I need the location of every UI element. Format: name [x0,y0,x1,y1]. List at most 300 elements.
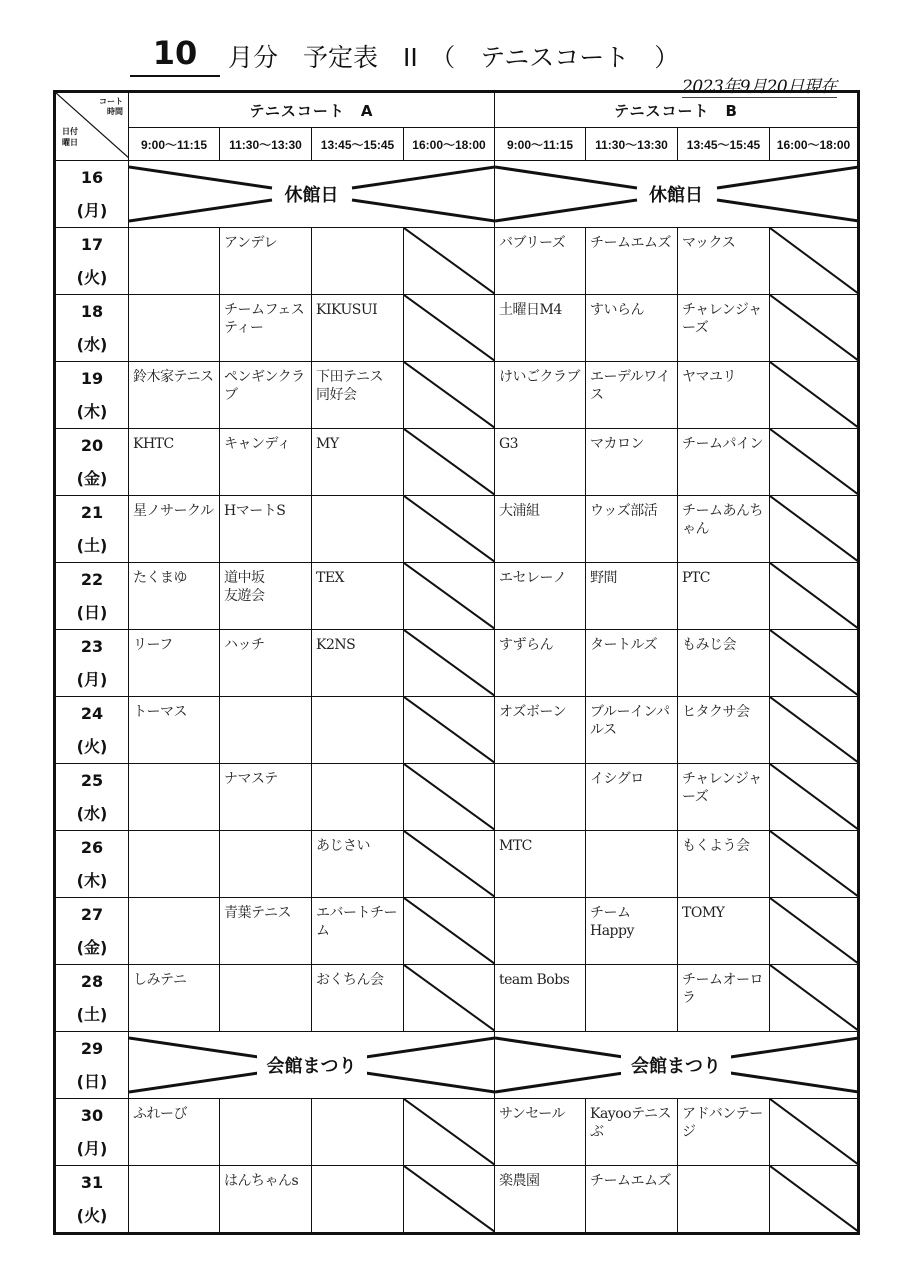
booking-cell [495,1099,586,1166]
booking-cell [220,965,312,1032]
booking-name: G3 [499,436,519,452]
booking-cell [586,496,678,563]
corner-header-cell [55,92,129,161]
schedule-table [53,90,860,1235]
day-cell [55,295,129,362]
booking-cell [312,831,404,898]
booking-name: チームエムズ [590,235,671,251]
slot-unavailable-slash [770,898,859,964]
booking-name: バブリーズ [499,235,566,251]
day-number: 30 [80,1106,104,1125]
slot-unavailable-slash [404,228,495,294]
booking-name: チームHappy [590,905,634,939]
booking-cell [220,429,312,496]
booking-cell [312,228,404,295]
unavailable-slot-cell [404,697,495,764]
booking-name: チームフェスティー [224,302,305,336]
booking-cell [678,295,770,362]
unavailable-slot-cell [404,563,495,630]
day-cell [55,1032,129,1099]
booking-name: HマートS [224,503,286,519]
unavailable-slot-cell [770,429,859,496]
weekday-label: (水) [76,335,108,354]
booking-cell [129,563,220,630]
day-cell [55,563,129,630]
booking-name: ペンギンクラブ [224,369,305,403]
booking-name: たくまゆ [133,570,187,586]
time-slot-header: 13:45～15:45 [678,128,770,161]
booking-cell [495,965,586,1032]
booking-name: team Bobs [499,972,570,988]
day-cell [55,496,129,563]
unavailable-slot-cell [404,429,495,496]
booking-cell [678,831,770,898]
booking-cell [586,1166,678,1234]
booking-name: リーフ [133,637,173,653]
booking-cell [312,965,404,1032]
booking-name: エーデルワイス [590,369,670,403]
weekday-label: (水) [76,804,108,823]
booking-name: ハッチ [224,637,265,653]
booking-name: チームエムズ [590,1173,671,1189]
booking-name: 鈴木家テニス [133,369,214,385]
unavailable-slot-cell [770,1099,859,1166]
booking-name [312,1099,403,1105]
time-slot-header: 9:00～11:15 [495,128,586,161]
day-row [55,496,859,563]
booking-cell [495,831,586,898]
booking-cell [678,429,770,496]
booking-name: チームオーロラ [682,972,763,1006]
day-cell [55,161,129,228]
closed-banner-cell [495,1032,859,1099]
booking-name: 星ノサークル [133,503,214,519]
slot-unavailable-slash [770,630,859,696]
unavailable-slot-cell [404,831,495,898]
booking-cell [312,1099,404,1166]
day-number: 29 [80,1039,104,1058]
weekday-label: (木) [76,402,108,421]
slot-unavailable-slash [770,764,859,830]
booking-name: PTC [682,570,710,586]
slot-unavailable-slash [404,1166,495,1232]
booking-cell [586,965,678,1032]
booking-cell [495,1166,586,1234]
day-row [55,1032,859,1099]
booking-name: けいごクラブ [499,369,580,385]
booking-cell [586,630,678,697]
booking-cell [495,429,586,496]
booking-name [220,965,311,971]
booking-name: 道中坂 友遊会 [224,570,265,604]
unavailable-slot-cell [404,764,495,831]
booking-name: イシグロ [590,771,644,787]
month-number: 10 [152,34,198,72]
weekday-label: (火) [76,1206,108,1225]
unavailable-slot-cell [770,764,859,831]
day-row [55,362,859,429]
booking-name: マックス [682,235,736,251]
day-row [55,563,859,630]
day-cell [55,429,129,496]
unavailable-slot-cell [404,1166,495,1234]
court-b-header: テニスコート B [495,92,859,128]
unavailable-slot-cell [770,362,859,429]
booking-cell [495,697,586,764]
booking-name: 楽農園 [499,1173,540,1189]
booking-cell [129,429,220,496]
day-cell [55,228,129,295]
booking-name: TEX [316,570,345,586]
booking-cell [312,429,404,496]
corner-label-date: 日付 [62,127,78,136]
booking-cell [220,362,312,429]
closed-banner-cell [129,161,495,228]
booking-name: チャレンジャーズ [682,302,762,336]
unavailable-slot-cell [404,362,495,429]
booking-cell [586,764,678,831]
booking-cell [129,764,220,831]
booking-cell [586,831,678,898]
slot-unavailable-slash [770,429,859,495]
booking-cell [678,764,770,831]
time-slot-header: 11:30～13:30 [586,128,678,161]
day-number: 23 [80,637,104,656]
unavailable-slot-cell [770,697,859,764]
unavailable-slot-cell [770,563,859,630]
booking-name: キャンディ [224,436,291,452]
slot-unavailable-slash [770,228,859,294]
booking-cell [586,429,678,496]
slot-unavailable-slash [404,362,495,428]
day-row [55,630,859,697]
booking-cell [129,295,220,362]
unavailable-slot-cell [404,898,495,965]
unavailable-slot-cell [770,295,859,362]
booking-name: アドバンテージ [682,1106,763,1140]
time-slot-header: 11:30～13:30 [220,128,312,161]
day-number: 25 [80,771,104,790]
unavailable-slot-cell [770,831,859,898]
booking-cell [312,496,404,563]
unavailable-slot-cell [404,496,495,563]
booking-cell [678,898,770,965]
day-row [55,764,859,831]
slot-unavailable-slash [404,697,495,763]
day-cell [55,697,129,764]
booking-name: ふれーび [133,1106,187,1122]
weekday-label: (土) [76,536,108,555]
unavailable-slot-cell [770,630,859,697]
booking-cell [220,563,312,630]
booking-name: ナマステ [224,771,278,787]
booking-cell [586,1099,678,1166]
banner-label: 休館日 [639,179,713,209]
day-row [55,1099,859,1166]
booking-cell [495,630,586,697]
booking-cell [312,1166,404,1234]
slot-unavailable-slash [770,295,859,361]
court-a-header: テニスコート A [129,92,495,128]
weekday-label: (日) [76,1072,108,1091]
booking-cell [495,496,586,563]
booking-cell [312,295,404,362]
booking-name [586,965,677,971]
weekday-label: (土) [76,1005,108,1024]
month-underline [130,75,220,77]
day-number: 21 [80,503,104,522]
booking-cell [220,496,312,563]
banner-label: 会館まつり [621,1050,731,1080]
booking-name: ブルーインパルス [590,704,670,738]
day-row [55,831,859,898]
booking-cell [220,764,312,831]
booking-cell [586,228,678,295]
booking-name [129,1166,219,1172]
unavailable-slot-cell [404,295,495,362]
booking-cell [495,563,586,630]
booking-name: 土曜日M4 [499,302,562,318]
slot-unavailable-slash [770,362,859,428]
booking-cell [220,228,312,295]
booking-cell [129,1099,220,1166]
booking-cell [312,630,404,697]
booking-cell [312,563,404,630]
booking-cell [129,228,220,295]
booking-name [129,295,219,301]
slot-unavailable-slash [770,563,859,629]
day-cell [55,831,129,898]
booking-cell [129,965,220,1032]
slot-unavailable-slash [404,563,495,629]
booking-name: もくよう会 [682,838,750,854]
weekday-label: (月) [76,201,108,220]
day-number: 31 [80,1173,104,1192]
unavailable-slot-cell [770,496,859,563]
unavailable-slot-cell [404,965,495,1032]
weekday-label: (金) [76,938,108,957]
unavailable-slot-cell [770,1166,859,1234]
booking-name [129,228,219,234]
booking-cell [220,898,312,965]
unavailable-slot-cell [404,1099,495,1166]
booking-name: トーマス [133,704,187,720]
day-number: 16 [80,168,104,187]
booking-cell [678,228,770,295]
day-number: 28 [80,972,104,991]
as-of-date: 2023年9月20日現在 [682,72,837,98]
corner-label-weekday: 曜日 [62,138,78,147]
unavailable-slot-cell [404,630,495,697]
day-cell [55,630,129,697]
slot-unavailable-slash [770,1099,859,1165]
booking-name: ウッズ部活 [590,503,658,519]
booking-name: おくちん会 [316,972,384,988]
booking-name: K2NS [316,637,356,653]
booking-name: もみじ会 [682,637,736,653]
booking-cell [586,362,678,429]
day-number: 22 [80,570,104,589]
booking-cell [129,898,220,965]
booking-cell [495,362,586,429]
day-number: 20 [80,436,104,455]
booking-name [678,1166,769,1172]
slot-unavailable-slash [404,764,495,830]
day-row [55,429,859,496]
booking-name: すいらん [590,302,644,318]
day-number: 17 [80,235,104,254]
booking-cell [312,764,404,831]
slot-unavailable-slash [770,697,859,763]
slot-unavailable-slash [770,965,859,1031]
booking-name: MTC [499,838,532,854]
slot-unavailable-slash [404,1099,495,1165]
time-slot-header: 16:00～18:00 [404,128,495,161]
booking-name: KIKUSUI [316,302,378,318]
booking-name: あじさい [316,838,370,854]
booking-name [220,831,311,837]
slot-unavailable-slash [404,831,495,897]
closed-banner-cell [495,161,859,228]
day-number: 24 [80,704,104,723]
day-row [55,1166,859,1234]
booking-cell [220,697,312,764]
booking-name: Kayooテニスぶ [590,1106,672,1140]
day-row [55,898,859,965]
weekday-label: (火) [76,737,108,756]
booking-name [220,697,311,703]
booking-cell [220,1166,312,1234]
booking-name [586,831,677,837]
booking-name [312,697,403,703]
booking-cell [586,697,678,764]
weekday-label: (日) [76,603,108,622]
booking-cell [495,295,586,362]
booking-name [312,764,403,770]
booking-name: チームパイン [682,436,763,452]
day-row [55,295,859,362]
booking-cell [678,496,770,563]
booking-name: ヒタクサ会 [682,704,750,720]
booking-name [129,831,219,837]
booking-cell [495,764,586,831]
day-row [55,161,859,228]
slot-unavailable-slash [404,898,495,964]
corner-label-court: コート [99,97,123,106]
booking-cell [678,1166,770,1234]
booking-cell [220,295,312,362]
closed-banner-cell [129,1032,495,1099]
booking-name [495,764,585,770]
booking-cell [129,496,220,563]
day-cell [55,362,129,429]
booking-cell [678,965,770,1032]
unavailable-slot-cell [770,898,859,965]
booking-name: 青葉テニス [224,905,291,921]
unavailable-slot-cell [770,228,859,295]
day-cell [55,898,129,965]
slot-unavailable-slash [770,496,859,562]
booking-name [220,1099,311,1105]
booking-name: 下田テニス 同好会 [316,369,383,403]
booking-name: エセレーノ [499,570,567,586]
booking-name [312,496,403,502]
booking-name: アンデレ [224,235,278,251]
booking-name: タートルズ [590,637,658,653]
time-slot-header: 13:45～15:45 [312,128,404,161]
day-cell [55,965,129,1032]
day-number: 27 [80,905,104,924]
booking-cell [312,697,404,764]
unavailable-slot-cell [404,228,495,295]
booking-cell [129,697,220,764]
slot-unavailable-slash [404,965,495,1031]
booking-cell [312,362,404,429]
booking-cell [678,362,770,429]
page-header [0,30,905,97]
unavailable-slot-cell [770,965,859,1032]
booking-cell [220,630,312,697]
banner-label: 休館日 [275,179,349,209]
booking-name: エバートチーム [316,905,397,939]
booking-name: チームあんちゃん [682,503,763,537]
booking-cell [678,697,770,764]
slot-unavailable-slash [404,496,495,562]
weekday-label: (金) [76,469,108,488]
booking-name: 野間 [590,570,617,586]
booking-name [129,764,219,770]
time-slot-header: 16:00～18:00 [770,128,859,161]
time-slot-header: 9:00～11:15 [129,128,220,161]
booking-cell [129,1166,220,1234]
booking-name [129,898,219,904]
page-title: 月分 予定表 II （ テニスコート ） [228,43,680,72]
booking-name: オズボーン [499,704,567,720]
booking-name: ヤマユリ [682,369,736,385]
booking-cell [586,295,678,362]
weekday-label: (月) [76,1139,108,1158]
booking-cell [129,831,220,898]
booking-cell [220,831,312,898]
booking-name [312,1166,403,1172]
day-row [55,965,859,1032]
banner-label: 会館まつり [257,1050,367,1080]
day-cell [55,764,129,831]
booking-cell [129,630,220,697]
weekday-label: (火) [76,268,108,287]
booking-name: サンセール [499,1106,565,1122]
weekday-label: (月) [76,670,108,689]
slot-unavailable-slash [404,295,495,361]
day-number: 18 [80,302,104,321]
slot-unavailable-slash [770,1166,859,1232]
booking-name [312,228,403,234]
booking-name: すずらん [499,637,554,653]
booking-cell [586,898,678,965]
slot-unavailable-slash [404,630,495,696]
day-row [55,697,859,764]
booking-name: チャレンジャーズ [682,771,762,805]
booking-name: MY [316,436,339,452]
slot-unavailable-slash [770,831,859,897]
booking-name: KHTC [133,436,174,452]
booking-cell [129,362,220,429]
booking-name: はんちゃんs [224,1173,299,1189]
slot-unavailable-slash [404,429,495,495]
weekday-label: (木) [76,871,108,890]
booking-cell [495,228,586,295]
booking-cell [312,898,404,965]
